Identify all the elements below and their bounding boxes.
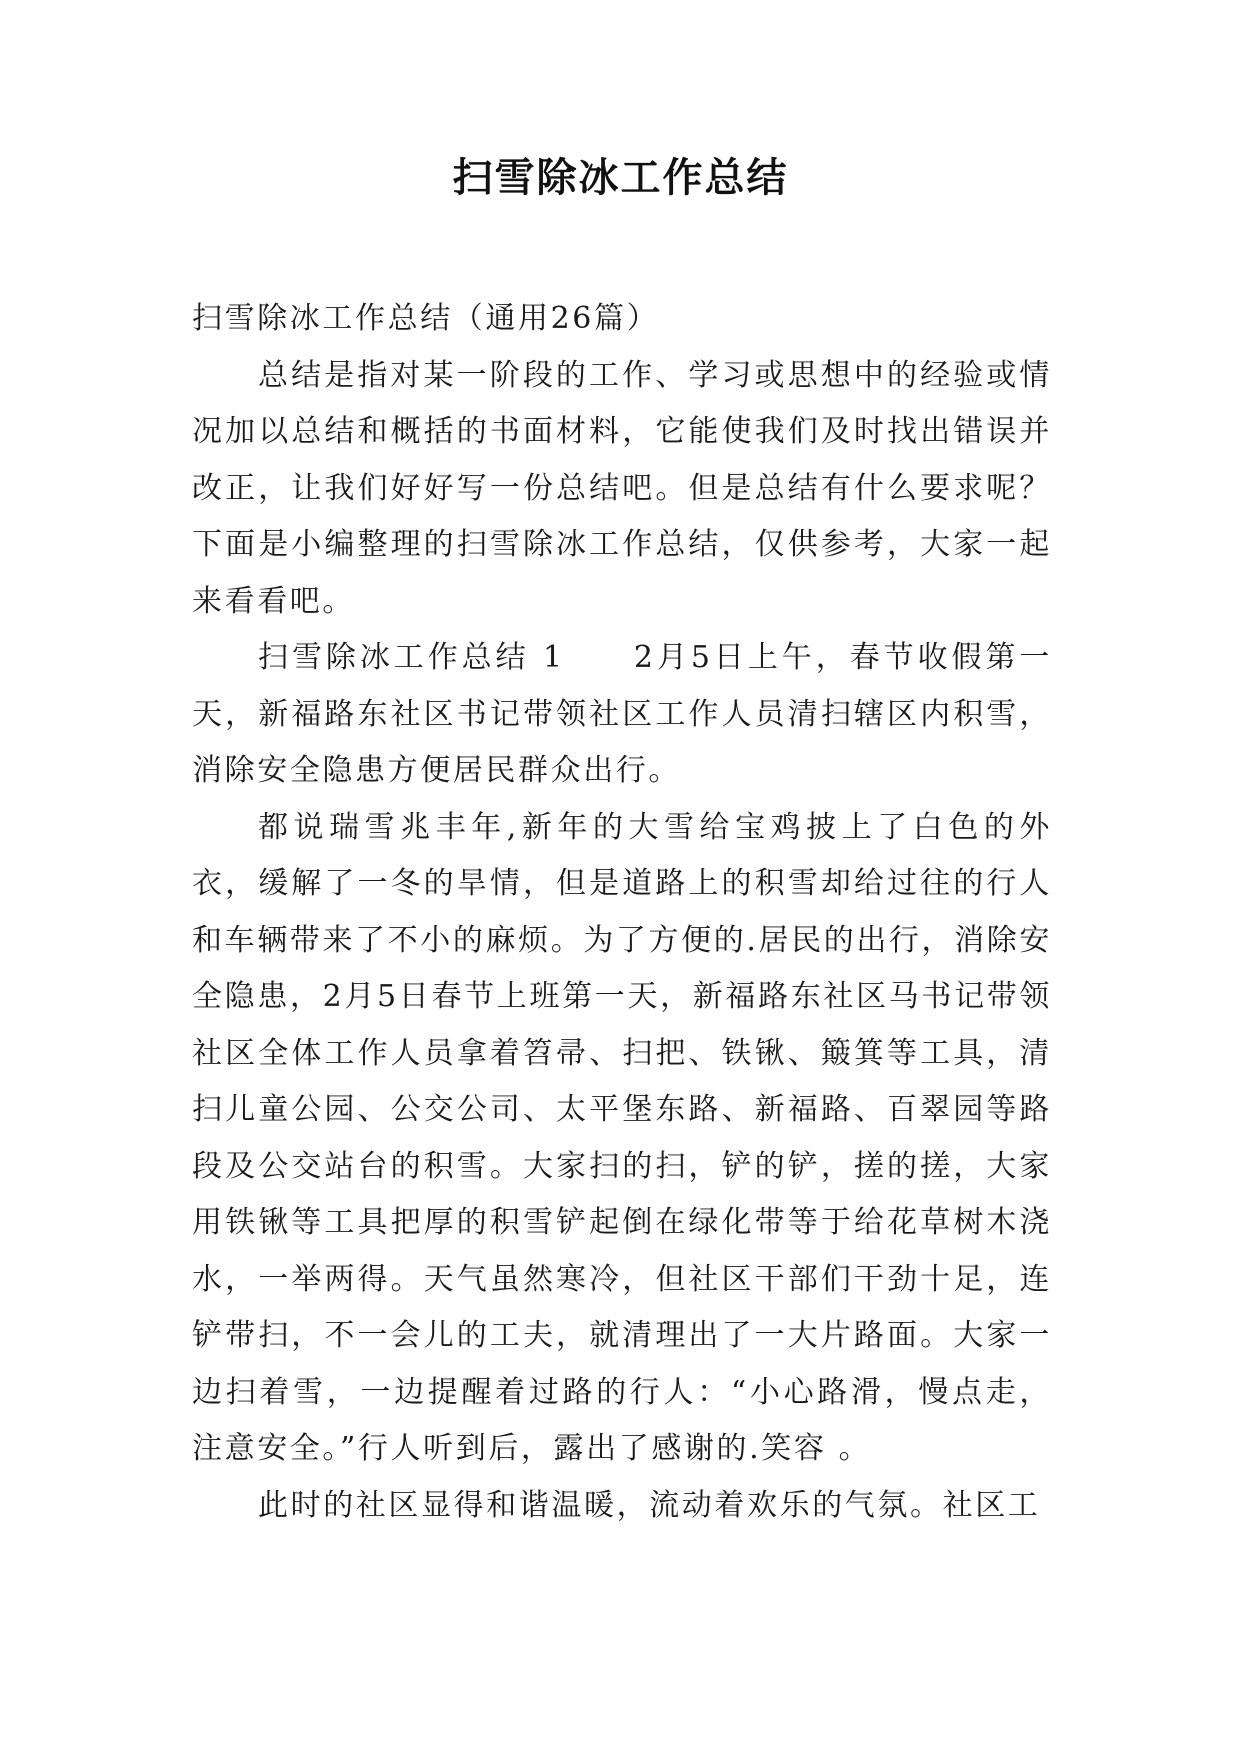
paragraph-snow-clearing: 都说瑞雪兆丰年,新年的大雪给宝鸡披上了白色的外衣，缓解了一冬的旱情，但是道路上的积雪却给过往的行人和车辆带来了不小的麻烦。为了方便的.居民的出行，消除安全隐患，2月5日春节上班第一天，新福路东社区马书记带领社区全体工作人员拿着笤帚、扫把、铁锹、簸箕等工具，清扫儿童公园、公交公司、太平堡东路、新福路、百翠园等路段及公交站台的积雪。大家扫的扫，铲的铲，搓的搓，大家用铁锹等工具把厚的积雪铲起倒在绿化带等于给花草树木浇水，一举两得。天气虽然寒冷，但社区干部们干劲十足，连铲带扫，不一会儿的工夫，就清理出了一大片路面。大家一边扫着雪，一边提醒着过路的行人：“小心路滑，慢点走，注意安全。”行人听到后，露出了感谢的.笑容 。 bbox=[192, 809, 1052, 1466]
paragraph-intro: 总结是指对某一阶段的工作、学习或思想中的经验或情况加以总结和概括的书面材料，它能使我们及时找出错误并改正，让我们好好写一份总结吧。但是总结有什么要求呢？下面是小编整理的扫雪除冰工作总结，仅供参考，大家一起来看看吧。 bbox=[192, 357, 1052, 619]
document-subtitle: 扫雪除冰工作总结（通用26篇） bbox=[192, 301, 660, 336]
document-title: 扫雪除冰工作总结 bbox=[452, 155, 789, 201]
paragraph-summary-1: 扫雪除冰工作总结 1 2月5日上午，春节收假第一天，新福路东社区书记带领社区工作人员清扫辖区内积雪，消除安全隐患方便居民群众出行。 bbox=[192, 640, 1052, 788]
document-body bbox=[192, 291, 1052, 1534]
paragraph-community: 此时的社区显得和谐温暖，流动着欢乐的气氛。社区工 bbox=[258, 1487, 1041, 1523]
